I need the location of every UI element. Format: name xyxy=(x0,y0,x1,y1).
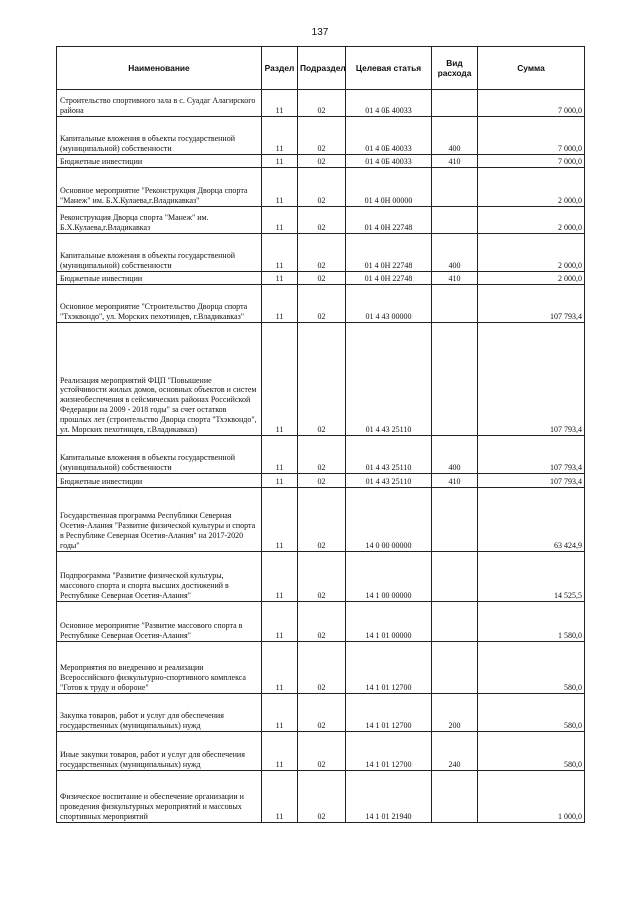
cell-podrazdel: 02 xyxy=(298,234,346,272)
cell-name: Бюджетные инвестиции xyxy=(57,474,262,488)
cell-razdel: 11 xyxy=(262,732,298,771)
cell-podrazdel: 02 xyxy=(298,474,346,488)
cell-vid: 200 xyxy=(432,694,478,732)
cell-name: Закупка товаров, работ и услуг для обеспечения государственных (муниципальных) нужд xyxy=(57,694,262,732)
table-row xyxy=(57,771,585,823)
cell-name: Капитальные вложения в объекты государственной (муниципальной) собственности xyxy=(57,436,262,474)
cell-summa: 107 793,4 xyxy=(478,323,585,436)
col-header-vid: Вид расхода xyxy=(432,47,478,90)
table-row xyxy=(57,732,585,771)
table-row xyxy=(57,168,585,207)
cell-summa: 2 000,0 xyxy=(478,168,585,207)
cell-podrazdel: 02 xyxy=(298,285,346,323)
cell-vid xyxy=(432,771,478,823)
cell-tselevaya: 01 4 43 25110 xyxy=(346,323,432,436)
cell-podrazdel: 02 xyxy=(298,90,346,117)
cell-podrazdel: 02 xyxy=(298,771,346,823)
cell-name: Мероприятия по внедрению и реализации Всероссийского физкультурно-спортивного комплекса "Готов к труду и обороне" xyxy=(57,642,262,694)
cell-name: Подпрограмма "Развитие физической культуры, массового спорта и спорта высших достижений в Республике Северная Осетия-Алания" xyxy=(57,552,262,602)
cell-tselevaya: 01 4 43 00000 xyxy=(346,285,432,323)
cell-tselevaya: 01 4 43 25110 xyxy=(346,474,432,488)
cell-razdel: 11 xyxy=(262,436,298,474)
table-row xyxy=(57,474,585,488)
cell-name: Капитальные вложения в объекты государственной (муниципальной) собственности xyxy=(57,117,262,155)
cell-razdel: 11 xyxy=(262,642,298,694)
cell-name: Капитальные вложения в объекты государственной (муниципальной) собственности xyxy=(57,234,262,272)
cell-razdel: 11 xyxy=(262,602,298,642)
table-row xyxy=(57,642,585,694)
cell-summa: 7 000,0 xyxy=(478,117,585,155)
cell-name: Государственная программа Республики Северная Осетия-Алания "Развитие физической культуры и спорта в Республике Северная Осетия-Алания" на 2017-2020 годы" xyxy=(57,488,262,552)
cell-summa: 7 000,0 xyxy=(478,90,585,117)
table-row xyxy=(57,117,585,155)
cell-name: Основное мероприятие "Строительство Дворца спорта "Тхэквондо", ул. Морских пехотинцев, г.Владикавказ" xyxy=(57,285,262,323)
cell-razdel: 11 xyxy=(262,771,298,823)
cell-vid xyxy=(432,90,478,117)
cell-tselevaya: 14 0 00 00000 xyxy=(346,488,432,552)
cell-razdel: 11 xyxy=(262,234,298,272)
cell-name: Основное мероприятие "Развитие массового спорта в Республике Северная Осетия-Алания" xyxy=(57,602,262,642)
cell-name: Реализация мероприятий ФЦП "Повышение устойчивости жилых домов, основных объектов и систем жизнеобеспечения в сейсмических районах Российской Федерации на 2009 - 2018 годы" за счет остатков прошлых лет (строительство Дворца спорта "Тхэквондо", ул. Морских пехотинцев, г.Владикавказ) xyxy=(57,323,262,436)
cell-vid: 240 xyxy=(432,732,478,771)
cell-name: Бюджетные инвестиции xyxy=(57,272,262,285)
cell-tselevaya: 01 4 43 25110 xyxy=(346,436,432,474)
cell-summa: 7 000,0 xyxy=(478,155,585,168)
cell-razdel: 11 xyxy=(262,207,298,234)
cell-vid xyxy=(432,285,478,323)
budget-table xyxy=(56,46,585,823)
cell-podrazdel: 02 xyxy=(298,272,346,285)
cell-summa: 107 793,4 xyxy=(478,285,585,323)
cell-razdel: 11 xyxy=(262,117,298,155)
cell-name: Строительство спортивного зала в с. Суадаг Алагирского района xyxy=(57,90,262,117)
cell-razdel: 11 xyxy=(262,285,298,323)
cell-tselevaya: 14 1 01 12700 xyxy=(346,694,432,732)
table-row xyxy=(57,234,585,272)
cell-tselevaya: 01 4 0Б 40033 xyxy=(346,90,432,117)
cell-tselevaya: 14 1 01 12700 xyxy=(346,732,432,771)
cell-tselevaya: 01 4 0Н 00000 xyxy=(346,168,432,207)
cell-vid xyxy=(432,552,478,602)
cell-vid: 410 xyxy=(432,272,478,285)
cell-podrazdel: 02 xyxy=(298,732,346,771)
cell-summa: 580,0 xyxy=(478,732,585,771)
table-row xyxy=(57,285,585,323)
cell-razdel: 11 xyxy=(262,323,298,436)
page-number: 137 xyxy=(311,27,329,38)
cell-razdel: 11 xyxy=(262,168,298,207)
cell-tselevaya: 01 4 0Н 22748 xyxy=(346,234,432,272)
table-row xyxy=(57,272,585,285)
cell-razdel: 11 xyxy=(262,488,298,552)
table-row xyxy=(57,436,585,474)
table-body xyxy=(57,90,585,823)
table-row xyxy=(57,488,585,552)
table-row xyxy=(57,207,585,234)
cell-summa: 580,0 xyxy=(478,694,585,732)
col-header-tselevaya: Целевая статья xyxy=(346,47,432,90)
cell-name: Иные закупки товаров, работ и услуг для обеспечения государственных (муниципальных) нужд xyxy=(57,732,262,771)
col-header-summa: Сумма xyxy=(478,47,585,90)
cell-razdel: 11 xyxy=(262,90,298,117)
cell-podrazdel: 02 xyxy=(298,642,346,694)
cell-podrazdel: 02 xyxy=(298,207,346,234)
cell-razdel: 11 xyxy=(262,694,298,732)
cell-podrazdel: 02 xyxy=(298,323,346,436)
col-header-razdel: Раздел xyxy=(262,47,298,90)
cell-summa: 1 580,0 xyxy=(478,602,585,642)
cell-podrazdel: 02 xyxy=(298,117,346,155)
cell-tselevaya: 01 4 0Б 40033 xyxy=(346,117,432,155)
table-row xyxy=(57,323,585,436)
cell-podrazdel: 02 xyxy=(298,155,346,168)
cell-razdel: 11 xyxy=(262,552,298,602)
cell-vid: 400 xyxy=(432,234,478,272)
cell-summa: 63 424,9 xyxy=(478,488,585,552)
col-header-podrazdel: Подраздел xyxy=(298,47,346,90)
cell-name: Реконструкция Дворца спорта "Манеж" им. Б.Х.Кулаева,г.Владикавказ xyxy=(57,207,262,234)
cell-tselevaya: 01 4 0Н 22748 xyxy=(346,272,432,285)
cell-summa: 1 000,0 xyxy=(478,771,585,823)
table-header-row xyxy=(57,47,585,90)
cell-tselevaya: 14 1 01 00000 xyxy=(346,602,432,642)
cell-podrazdel: 02 xyxy=(298,694,346,732)
cell-podrazdel: 02 xyxy=(298,488,346,552)
table-row xyxy=(57,90,585,117)
cell-tselevaya: 14 1 01 21940 xyxy=(346,771,432,823)
table-row xyxy=(57,694,585,732)
cell-tselevaya: 01 4 0Б 40033 xyxy=(346,155,432,168)
cell-podrazdel: 02 xyxy=(298,436,346,474)
cell-razdel: 11 xyxy=(262,474,298,488)
cell-summa: 14 525,5 xyxy=(478,552,585,602)
cell-tselevaya: 14 1 00 00000 xyxy=(346,552,432,602)
cell-podrazdel: 02 xyxy=(298,552,346,602)
col-header-name: Наименование xyxy=(57,47,262,90)
cell-podrazdel: 02 xyxy=(298,602,346,642)
cell-summa: 580,0 xyxy=(478,642,585,694)
cell-summa: 2 000,0 xyxy=(478,207,585,234)
table-row xyxy=(57,602,585,642)
cell-summa: 107 793,4 xyxy=(478,436,585,474)
cell-vid xyxy=(432,207,478,234)
cell-vid: 400 xyxy=(432,117,478,155)
cell-name: Основное мероприятие "Реконструкция Дворца спорта "Манеж" им. Б.Х.Кулаева,г.Владикавказ" xyxy=(57,168,262,207)
cell-vid: 400 xyxy=(432,436,478,474)
cell-podrazdel: 02 xyxy=(298,168,346,207)
cell-razdel: 11 xyxy=(262,155,298,168)
cell-summa: 2 000,0 xyxy=(478,234,585,272)
cell-vid xyxy=(432,168,478,207)
cell-tselevaya: 14 1 01 12700 xyxy=(346,642,432,694)
cell-vid: 410 xyxy=(432,474,478,488)
table-row xyxy=(57,552,585,602)
table-row xyxy=(57,155,585,168)
cell-vid xyxy=(432,323,478,436)
cell-name: Физическое воспитание и обеспечение организации и проведения физкультурных мероприятий и массовых спортивных мероприятий xyxy=(57,771,262,823)
cell-vid xyxy=(432,602,478,642)
cell-vid xyxy=(432,488,478,552)
cell-razdel: 11 xyxy=(262,272,298,285)
cell-vid xyxy=(432,642,478,694)
cell-summa: 2 000,0 xyxy=(478,272,585,285)
cell-name: Бюджетные инвестиции xyxy=(57,155,262,168)
cell-vid: 410 xyxy=(432,155,478,168)
cell-tselevaya: 01 4 0Н 22748 xyxy=(346,207,432,234)
cell-summa: 107 793,4 xyxy=(478,474,585,488)
